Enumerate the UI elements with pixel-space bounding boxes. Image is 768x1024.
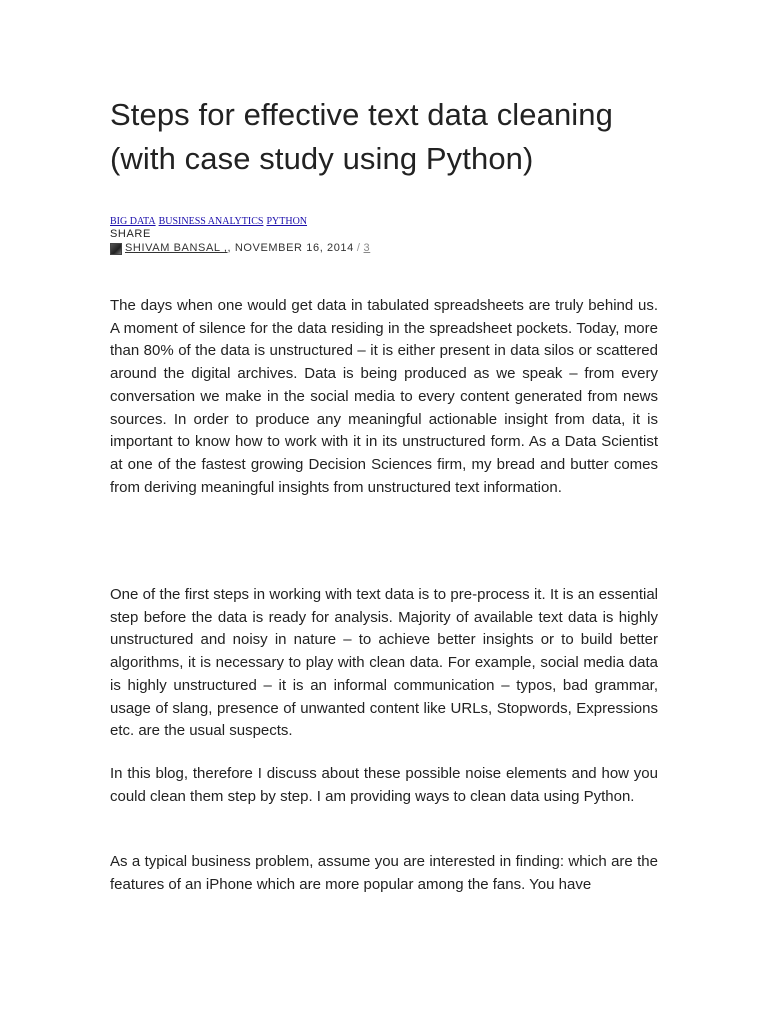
share-button[interactable]: SHARE — [110, 228, 151, 240]
tag-python[interactable]: PYTHON — [266, 216, 308, 227]
author-avatar — [110, 243, 122, 255]
tag-big-data[interactable]: BIG DATA — [110, 216, 156, 227]
article-title: Steps for effective text data cleaning (with case study using Python) — [110, 97, 613, 176]
byline — [110, 241, 370, 256]
byline-separator: / — [356, 242, 361, 254]
paragraph-preprocessing: One of the first steps in working with text data is to pre-process it. It is an essential step before the data is ready for analysis. Majority of available text data is highly unstructured and noisy in nature – to achieve better insights or to build better algorithms, it is necessary to play with clean data. For example, social media data is highly unstructured – it is an informal communication – typos, bad grammar, usage of slang, presence of unwanted content like URLs, Stopwords, Expressions etc. are the usual suspects. — [110, 586, 658, 740]
tag-business-analytics[interactable]: BUSINESS ANALYTICS — [158, 216, 264, 227]
paragraph-blog-purpose: In this blog, therefore I discuss about these possible noise elements and how you could clean them step by step. I am providing ways to clean data using Python. — [110, 765, 658, 805]
tag-list — [110, 215, 310, 228]
author-link[interactable]: SHIVAM BANSAL , — [125, 242, 228, 254]
paragraph-intro: The days when one would get data in tabulated spreadsheets are truly behind us. A moment of silence for the data residing in the spreadsheet pockets. Today, more than 80% of the data is unstructured – it is either present in data silos or scattered around the digital archives. Data is being produced as we speak – from every conversation we make in the social media to every content generated from news sources. In order to produce any meaningful actionable insight from data, it is important to know how to work with it in its unstructured form. As a Data Scientist at one of the fastest growing Decision Sciences firm, my bread and butter comes from deriving meaningful insights from unstructured text information. — [110, 297, 658, 496]
comment-count-link[interactable]: 3 — [363, 242, 371, 254]
paragraph-business-problem: As a typical business problem, assume you are interested in finding: which are the features of an iPhone which are more popular among the fans. You have — [110, 853, 658, 893]
publish-date: , NOVEMBER 16, 2014 — [227, 242, 354, 254]
